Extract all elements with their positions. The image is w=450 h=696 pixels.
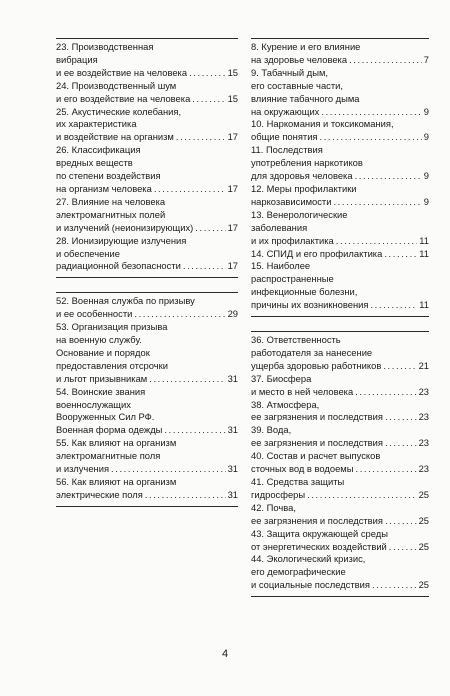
toc-entry bbox=[56, 295, 238, 321]
toc-entry-line: 38. Атмосфера, bbox=[251, 398, 320, 410]
toc-page-ref: 11 bbox=[419, 299, 429, 311]
leader-dots bbox=[164, 424, 225, 437]
toc-page-ref: 21 bbox=[418, 359, 429, 371]
toc-entry-last-line bbox=[251, 541, 429, 554]
toc-entry-line: 39. Вода, bbox=[251, 424, 292, 436]
leader-dots bbox=[385, 437, 417, 450]
toc-page-ref: 17 bbox=[227, 182, 238, 194]
toc-entry-last-line bbox=[56, 489, 238, 502]
toc-page-ref: 9 bbox=[423, 170, 429, 182]
toc-entry-line: предоставления отсрочки bbox=[56, 359, 168, 371]
toc-page-ref: 9 bbox=[423, 195, 429, 207]
toc-entry-line: 10. Наркомания и токсикомания, bbox=[251, 118, 394, 130]
toc-entry-title: Военная форма одежды bbox=[56, 424, 163, 436]
toc-page-ref: 23 bbox=[418, 463, 429, 475]
leader-dots bbox=[321, 106, 421, 119]
toc-entry-line: 55. Как влияют на организм bbox=[56, 437, 177, 449]
leader-dots bbox=[154, 183, 226, 196]
toc-entry-last-line bbox=[56, 222, 238, 235]
leader-dots bbox=[145, 489, 226, 502]
toc-entry-last-line bbox=[251, 489, 429, 502]
toc-page-ref: 23 bbox=[418, 437, 429, 449]
toc-page-ref: 17 bbox=[227, 131, 238, 143]
toc-entry-last-line bbox=[56, 260, 238, 273]
toc-entry-title: и воздействие на организм bbox=[56, 131, 174, 143]
leader-dots bbox=[355, 386, 416, 399]
toc-entry-line: 54. Воинские звания bbox=[56, 385, 146, 397]
toc-entry-last-line bbox=[251, 235, 429, 248]
leader-dots bbox=[355, 170, 422, 183]
toc-page-ref: 15 bbox=[227, 92, 238, 104]
toc-entry-last-line bbox=[56, 463, 238, 476]
toc-entry-line: распространенные bbox=[251, 273, 334, 285]
toc-entry-title: на здоровье человека bbox=[251, 53, 348, 65]
toc-entry-title: и излучений (неионизирующих) bbox=[56, 221, 194, 233]
toc-entry-last-line bbox=[56, 476, 238, 489]
toc-entry-line: 26. Классификация bbox=[56, 144, 141, 156]
toc-entry-line: 53. Организация призыва bbox=[56, 321, 168, 333]
toc-entry-line: инфекционные болезни, bbox=[251, 286, 358, 298]
toc-entry-title: на организм человека bbox=[56, 182, 152, 194]
toc-block bbox=[56, 292, 238, 507]
toc-entry-line: употребления наркотиков bbox=[251, 157, 363, 169]
toc-entry-line: военнослужащих bbox=[56, 398, 131, 410]
toc-entry bbox=[56, 80, 238, 106]
toc-entry-last-line bbox=[56, 183, 238, 196]
toc-entry-line: 40. Состав и расчет выпусков bbox=[251, 450, 381, 462]
toc-entry bbox=[251, 260, 429, 312]
toc-page-ref: 11 bbox=[419, 247, 429, 259]
toc-entry-line: 13. Венерологические bbox=[251, 208, 348, 220]
leader-dots bbox=[183, 260, 226, 273]
toc-entry-line: его демографические bbox=[251, 566, 346, 578]
toc-entry bbox=[251, 502, 429, 528]
toc-entry-last-line bbox=[56, 67, 238, 80]
page-number: 4 bbox=[221, 648, 229, 660]
toc-entry-last-line bbox=[251, 248, 429, 261]
toc-entry-last-line bbox=[56, 308, 238, 321]
toc-page-ref: 9 bbox=[423, 105, 429, 117]
toc-entry-title: причины их возникновения bbox=[251, 299, 369, 311]
toc-entry-title: ее загрязнения и последствия bbox=[251, 411, 383, 423]
toc-entry-title: ущерба здоровью работников bbox=[251, 359, 382, 371]
leader-dots bbox=[385, 411, 417, 424]
toc-page-ref: 23 bbox=[418, 411, 429, 423]
toc-entry bbox=[56, 144, 238, 196]
toc-entry-last-line bbox=[251, 360, 429, 373]
toc-page-ref: 11 bbox=[419, 234, 429, 246]
toc-entry-title: и место в ней человека bbox=[251, 385, 354, 397]
toc-entry-title: и излучения bbox=[56, 463, 110, 475]
toc-entry bbox=[251, 334, 429, 373]
toc-page-ref: 25 bbox=[418, 488, 429, 500]
toc-entry bbox=[56, 437, 238, 476]
toc-entry-line: вредных веществ bbox=[56, 157, 133, 169]
toc-entry-line: 27. Влияние на человека bbox=[56, 195, 166, 207]
toc-page-ref: 31 bbox=[227, 488, 238, 500]
leader-dots bbox=[333, 196, 421, 209]
toc-entry bbox=[56, 321, 238, 386]
toc-entry-line: Вооруженных Сил РФ. bbox=[56, 411, 155, 423]
toc-entry-last-line bbox=[251, 579, 429, 592]
toc-entry-last-line bbox=[56, 131, 238, 144]
leader-dots bbox=[192, 93, 225, 106]
toc-entry-last-line bbox=[251, 463, 429, 476]
toc-page-ref: 17 bbox=[227, 260, 238, 272]
toc-entry bbox=[56, 489, 238, 502]
toc-page-ref: 31 bbox=[227, 424, 238, 436]
toc-entry bbox=[251, 209, 429, 248]
toc-entry-line: заболевания bbox=[251, 221, 308, 233]
toc-entry bbox=[251, 476, 429, 502]
toc-page-ref: 7 bbox=[423, 53, 429, 65]
toc-entry-title: гидросферы bbox=[251, 488, 306, 500]
toc-entry bbox=[56, 476, 238, 489]
toc-entry-line: 9. Табачный дым, bbox=[251, 66, 329, 78]
leader-dots bbox=[383, 360, 416, 373]
toc-entry-line: 44. Экологический кризис, bbox=[251, 553, 366, 565]
toc-entry-last-line bbox=[251, 515, 429, 528]
toc-entry-line: 37. Биосфера bbox=[251, 372, 312, 384]
toc-entry-line: 24. Производственный шум bbox=[56, 79, 177, 91]
toc-entry-title: наркозависимости bbox=[251, 195, 332, 207]
toc-entry-line: их характеристика bbox=[56, 118, 137, 130]
toc-page-ref: 31 bbox=[227, 372, 238, 384]
toc-entry-line: 15. Наиболее bbox=[251, 260, 311, 272]
toc-entry-line: 41. Средства защиты bbox=[251, 476, 345, 487]
toc-entry-last-line bbox=[56, 93, 238, 106]
toc-entry-last-line bbox=[56, 373, 238, 386]
toc-entry-line: и обеспечение bbox=[56, 247, 120, 259]
toc-entry-last-line bbox=[56, 424, 238, 437]
toc-entry-line: 52. Военная служба по призыву bbox=[56, 295, 195, 307]
leader-dots bbox=[189, 67, 225, 80]
toc-entry-line: вибрация bbox=[56, 53, 98, 65]
toc-entry-title: и ее особенности bbox=[56, 308, 133, 320]
toc-right-column bbox=[251, 38, 429, 611]
leader-dots bbox=[195, 222, 225, 235]
toc-page-ref: 31 bbox=[227, 463, 238, 475]
toc-entry-line: электромагнитные поля bbox=[56, 450, 161, 462]
toc-block bbox=[251, 331, 429, 597]
toc-entry-line: 25. Акустические колебания, bbox=[56, 105, 182, 117]
toc-entry bbox=[251, 67, 429, 119]
toc-block bbox=[56, 38, 238, 278]
toc-entry-line: влияние табачного дыма bbox=[251, 92, 360, 104]
leader-dots bbox=[384, 248, 417, 261]
toc-entry bbox=[251, 144, 429, 183]
toc-entry-line: 42. Почва, bbox=[251, 501, 296, 513]
leader-dots bbox=[320, 131, 422, 144]
toc-entry-title: ее загрязнения и последствия bbox=[251, 514, 383, 526]
leader-dots bbox=[336, 235, 417, 248]
toc-entry bbox=[251, 183, 429, 209]
toc-entry-title: и льгот призывникам bbox=[56, 372, 148, 384]
leader-dots bbox=[355, 463, 416, 476]
toc-left-column bbox=[56, 38, 238, 521]
toc-entry bbox=[251, 118, 429, 144]
toc-entry-title: и их профилактика bbox=[251, 234, 334, 246]
toc-entry-title: ее загрязнения и последствия bbox=[251, 437, 383, 449]
toc-page-ref: 25 bbox=[418, 514, 429, 526]
leader-dots bbox=[349, 54, 422, 67]
toc-entry-line: 36. Ответственность bbox=[251, 334, 341, 346]
toc-page-ref: 25 bbox=[418, 579, 429, 591]
toc-entry bbox=[251, 528, 429, 554]
leader-dots bbox=[389, 541, 417, 554]
toc-entry-title: электрические поля bbox=[56, 488, 143, 500]
toc-entry-last-line bbox=[251, 437, 429, 450]
toc-entry-title: и ее воздействие на человека bbox=[56, 66, 188, 78]
toc-entry-title: сточных вод в водоемы bbox=[251, 463, 354, 475]
toc-entry-last-line bbox=[251, 411, 429, 424]
leader-dots bbox=[385, 515, 417, 528]
toc-entry-line: 28. Ионизирующие излучения bbox=[56, 234, 187, 246]
toc-page-ref: 9 bbox=[423, 131, 429, 143]
toc-entry-last-line bbox=[251, 299, 429, 312]
toc-entry-line: работодателя за нанесение bbox=[251, 346, 373, 358]
toc-entry-title: 14. СПИД и его профилактика bbox=[251, 247, 383, 259]
leader-dots bbox=[134, 308, 225, 321]
toc-entry-last-line bbox=[251, 54, 429, 67]
toc-entry bbox=[251, 41, 429, 67]
toc-entry-last-line bbox=[251, 170, 429, 183]
toc-entry bbox=[251, 399, 429, 425]
toc-entry-title: и его воздействие на человека bbox=[56, 92, 191, 104]
toc-entry bbox=[56, 235, 238, 274]
toc-entry bbox=[56, 41, 238, 80]
toc-entry-title: общие понятия bbox=[251, 131, 318, 143]
toc-entry-title: на окружающих bbox=[251, 105, 320, 117]
toc-entry-line: 23. Производственная bbox=[56, 41, 154, 52]
toc-entry-last-line bbox=[251, 386, 429, 399]
toc-entry-title: и социальные последствия bbox=[251, 579, 370, 591]
toc-entry-line: 43. Защита окружающей среды bbox=[251, 527, 388, 539]
toc-page-ref: 23 bbox=[418, 385, 429, 397]
toc-entry-line: по степени воздействия bbox=[56, 170, 161, 182]
toc-entry-line: 12. Меры профилактики bbox=[251, 182, 357, 194]
toc-entry-line: на военную службу. bbox=[56, 334, 142, 346]
toc-entry-last-line bbox=[251, 196, 429, 209]
toc-entry-line: 8. Курение и его влияние bbox=[251, 41, 361, 52]
leader-dots bbox=[149, 373, 225, 386]
toc-entry-line: Основание и порядок bbox=[56, 346, 150, 358]
toc-entry bbox=[251, 424, 429, 450]
leader-dots bbox=[111, 463, 226, 476]
toc-entry-line: электромагнитных полей bbox=[56, 208, 166, 220]
toc-entry-title: радиационной безопасности bbox=[56, 260, 181, 272]
toc-entry bbox=[251, 373, 429, 399]
toc-page-ref: 17 bbox=[227, 221, 238, 233]
toc-block bbox=[251, 38, 429, 317]
toc-entry bbox=[56, 196, 238, 235]
toc-entry-title: от энергетических воздействий bbox=[251, 540, 387, 552]
toc-entry bbox=[251, 248, 429, 261]
toc-page-ref: 25 bbox=[418, 540, 429, 552]
leader-dots bbox=[370, 299, 417, 312]
toc-entry-last-line bbox=[251, 106, 429, 119]
toc-entry bbox=[251, 450, 429, 476]
leader-dots bbox=[176, 131, 226, 144]
leader-dots bbox=[307, 489, 416, 502]
toc-entry bbox=[56, 106, 238, 145]
toc-entry bbox=[251, 553, 429, 592]
toc-entry-title: для здоровья человека bbox=[251, 170, 353, 182]
toc-page-ref: 29 bbox=[227, 308, 238, 320]
toc-entry-title: 56. Как влияют на организм bbox=[56, 476, 177, 487]
toc-entry bbox=[56, 386, 238, 438]
toc-entry-line: его составные части, bbox=[251, 79, 343, 91]
toc-entry-last-line bbox=[251, 131, 429, 144]
leader-dots bbox=[372, 579, 417, 592]
toc-entry-line: 11. Последствия bbox=[251, 144, 323, 156]
toc-page-ref: 15 bbox=[227, 66, 238, 78]
